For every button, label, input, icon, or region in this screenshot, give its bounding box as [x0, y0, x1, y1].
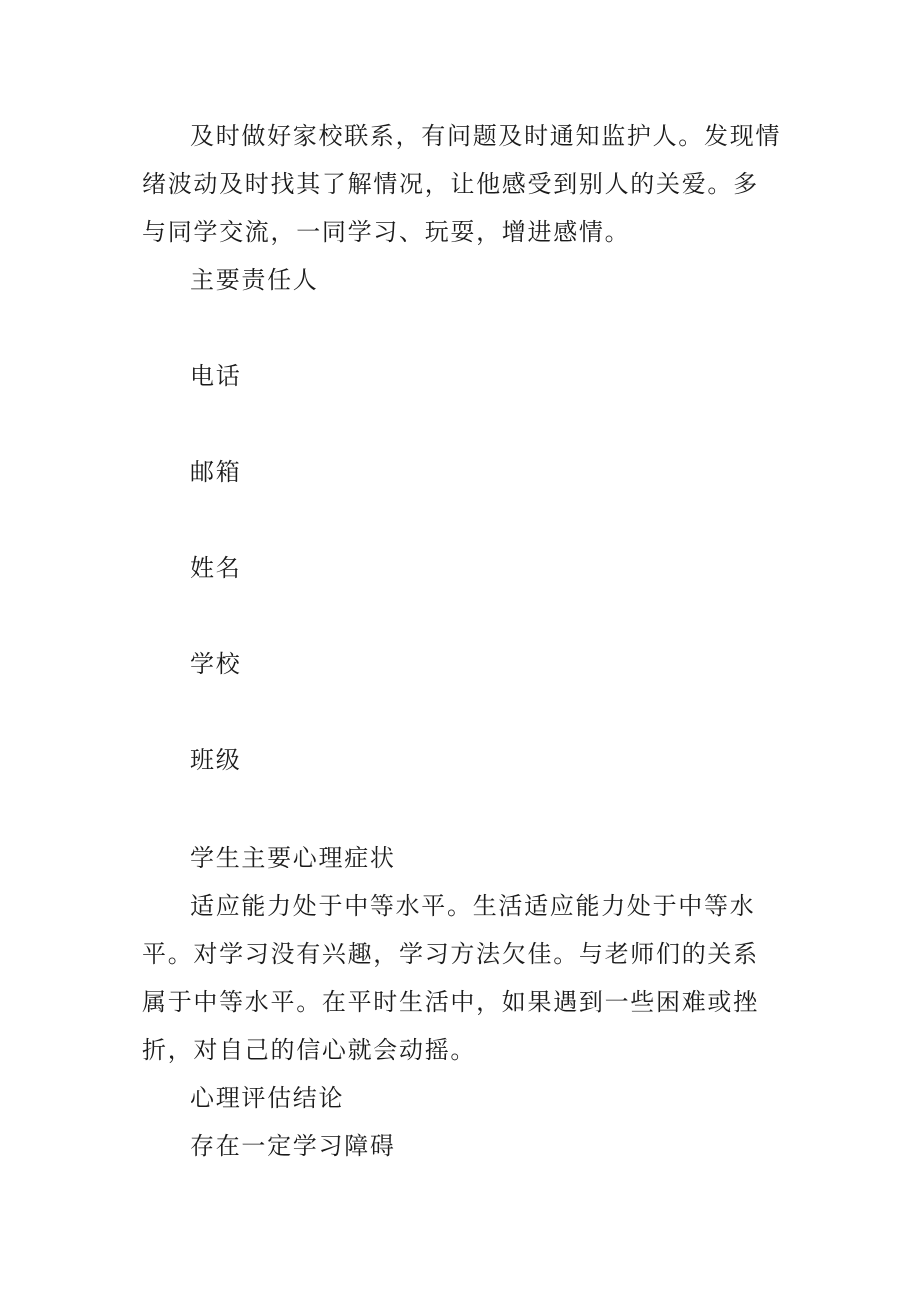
heading-assessment-conclusion: 心理评估结论 — [190, 1084, 345, 1112]
label-school: 学校 — [190, 650, 242, 678]
label-main-responsible-person: 主要责任人 — [190, 266, 319, 294]
label-class: 班级 — [190, 746, 242, 774]
label-email: 邮箱 — [190, 458, 242, 486]
label-name: 姓名 — [190, 554, 242, 582]
label-phone: 电话 — [190, 362, 242, 390]
paragraph-conclusion: 存在一定学习障碍 — [190, 1132, 396, 1160]
heading-psych-symptoms: 学生主要心理症状 — [190, 844, 396, 872]
paragraph-symptoms: 适应能力处于中等水平。生活适应能力处于中等水平。对学习没有兴趣，学习方法欠佳。与老师们的关系属于中等水平。在平时生活中，如果遇到一些困难或挫折，对自己的信心就会动摇。 — [142, 892, 759, 1064]
paragraph-guidance: 及时做好家校联系，有问题及时通知监护人。发现情绪波动及时找其了解情况，让他感受到别人的关爱。多与同学交流，一同学习、玩耍，增进感情。 — [142, 122, 782, 246]
